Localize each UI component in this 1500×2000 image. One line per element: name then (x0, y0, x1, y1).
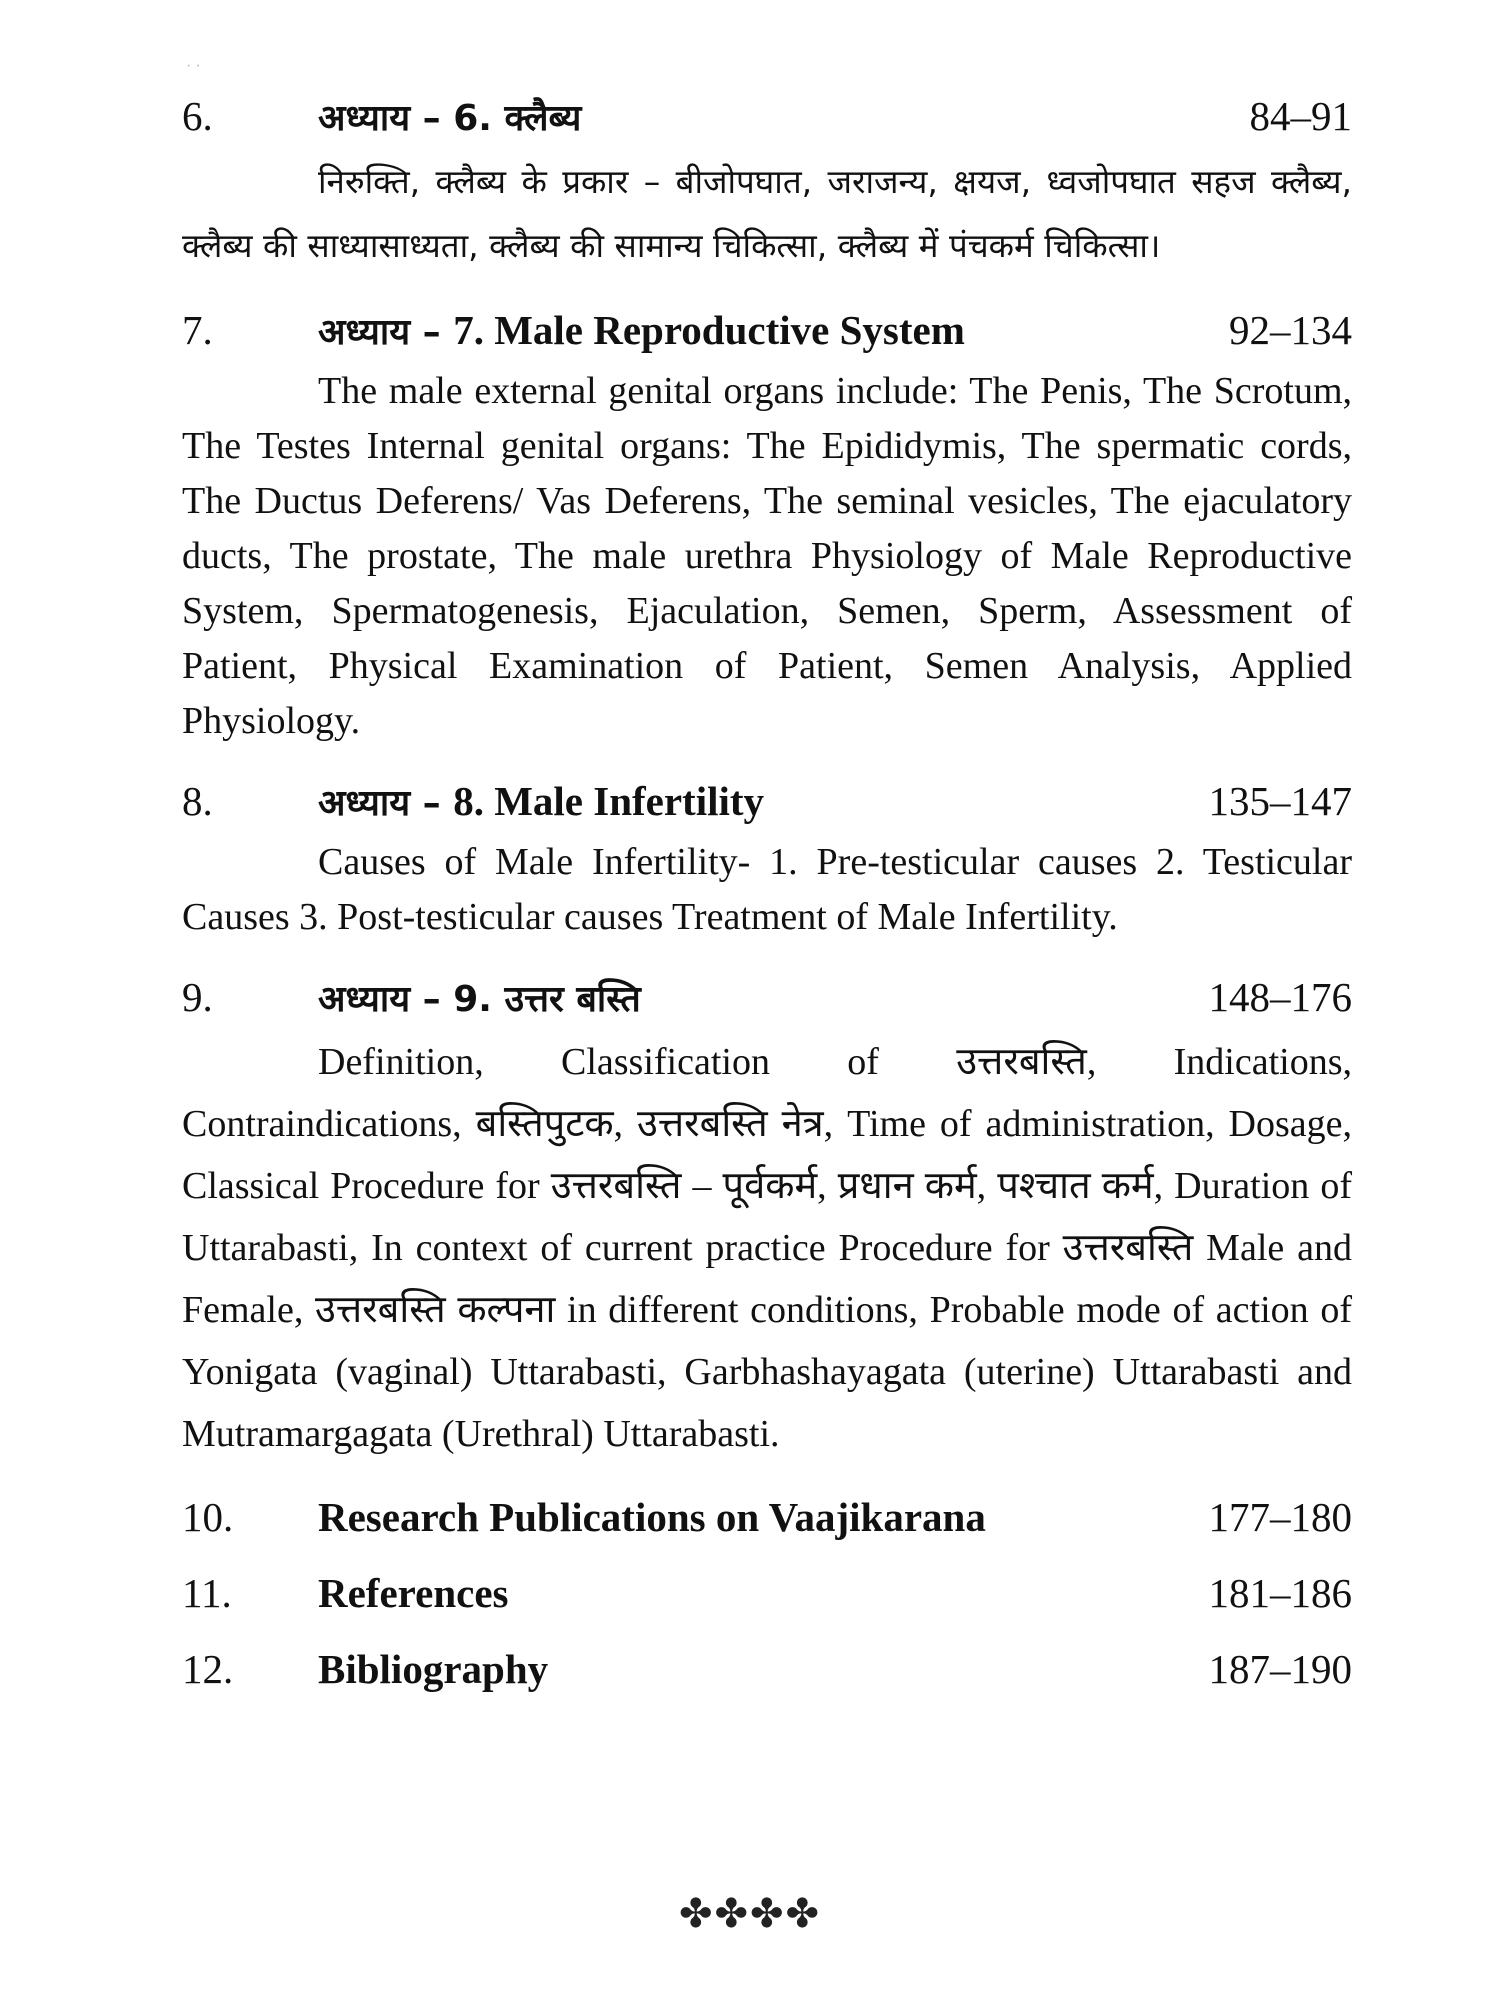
chapter-prefix: अध्याय – 6. (318, 98, 492, 139)
entry-number: 9. (182, 974, 213, 1020)
entry-number: 12. (182, 1646, 234, 1692)
entry-heading (182, 1565, 1352, 1621)
entry-title (318, 88, 1250, 147)
table-of-contents (182, 88, 1352, 1717)
decorative-ornament-icon: ✤✤✤✤ (678, 1891, 822, 1936)
entry-heading (182, 88, 1352, 144)
chapter-prefix: अध्याय – 9. (318, 979, 492, 1020)
chapter-title: 7. Male Reproductive System (453, 307, 965, 353)
chapter-title: 8. Male Infertility (453, 778, 765, 824)
entry-title (318, 302, 1229, 361)
chapter-prefix: अध्याय – (318, 312, 454, 353)
chapter-prefix: अध्याय – (318, 783, 454, 824)
entry-heading (182, 302, 1352, 358)
end-matter-list (182, 1489, 1352, 1697)
entry-description: Definition, Classification of उत्तरबस्ति, Indications, Contraindications, बस्तिपुटक, उत्तरबस्ति नेत्र, Time of administration, Dosage, Classical Procedure for उत्तरबस्ति – पूर्वकर्म, प्रधान कर्म, पश्चात कर्म, Duration of Uttarabasti, In context of current practice Procedure for उत्तरबस्ति Male and Female, उत्तरबस्ति कल्पना in different conditions, Probable mode of action of Yonigata (vaginal) Uttarabasti, Garbhashayagata (uterine) Uttarabasti and Mutramargagata (Urethral) Uttarabasti. (182, 1041, 1352, 1455)
entry-number: 8. (182, 778, 213, 824)
entry-heading (182, 1641, 1352, 1697)
toc-entry-6 (182, 88, 1352, 278)
toc-entry-10 (182, 1489, 1352, 1545)
toc-entry-9 (182, 969, 1352, 1465)
entry-heading (182, 969, 1352, 1025)
toc-entry-8 (182, 773, 1352, 945)
page-range: 187–190 (1208, 1646, 1352, 1692)
toc-entry-12 (182, 1641, 1352, 1697)
entry-number: 6. (182, 93, 213, 139)
entry-description: The male external genital organs include: The Penis, The Scrotum, The Testes Internal genital organs: The Epididymis, The spermatic cords, The Ductus Deferens/ Vas Deferens, The seminal vesicles, The ejaculatory ducts, The prostate, The male urethra Physiology of Male Reproductive System, Spermatogenesis, Ejaculation, Semen, Sperm, Assessment of Patient, Physical Examination of Patient, Semen Analysis, Applied Physiology. (182, 370, 1352, 742)
entry-number: 10. (182, 1494, 234, 1540)
page-range: 135–147 (1208, 778, 1352, 824)
entry-heading (182, 773, 1352, 829)
entry-title: Bibliography (318, 1646, 549, 1692)
scan-speck: · · (186, 58, 201, 75)
entry-title: Research Publications on Vaajikarana (318, 1494, 986, 1540)
chapter-title: क्लैब्य (491, 98, 582, 139)
entry-title (318, 969, 1209, 1028)
page-range: 148–176 (1208, 974, 1352, 1020)
toc-entry-7 (182, 302, 1352, 749)
entry-title (318, 773, 1209, 832)
entry-title: References (318, 1570, 509, 1616)
page-range: 177–180 (1208, 1494, 1352, 1540)
page-range: 181–186 (1208, 1570, 1352, 1616)
entry-description: Causes of Male Infertility- 1. Pre-testicular causes 2. Testicular Causes 3. Post-testicular causes Treatment of Male Infertility. (182, 841, 1352, 938)
toc-entry-11 (182, 1565, 1352, 1621)
chapter-title: उत्तर बस्ति (491, 979, 641, 1020)
entry-number: 7. (182, 307, 213, 353)
entry-description: निरुक्ति, क्लैब्य के प्रकार – बीजोपघात, जराजन्य, क्षयज, ध्वजोपघात सहज क्लैब्य, क्लैब्य की साध्यासाध्यता, क्लैब्य की सामान्य चिकित्सा, क्लैब्य में पंचकर्म चिकित्सा। (182, 162, 1352, 265)
page-range: 92–134 (1229, 307, 1352, 353)
page-range: 84–91 (1249, 93, 1352, 139)
entry-heading (182, 1489, 1352, 1545)
entry-number: 11. (182, 1570, 232, 1616)
